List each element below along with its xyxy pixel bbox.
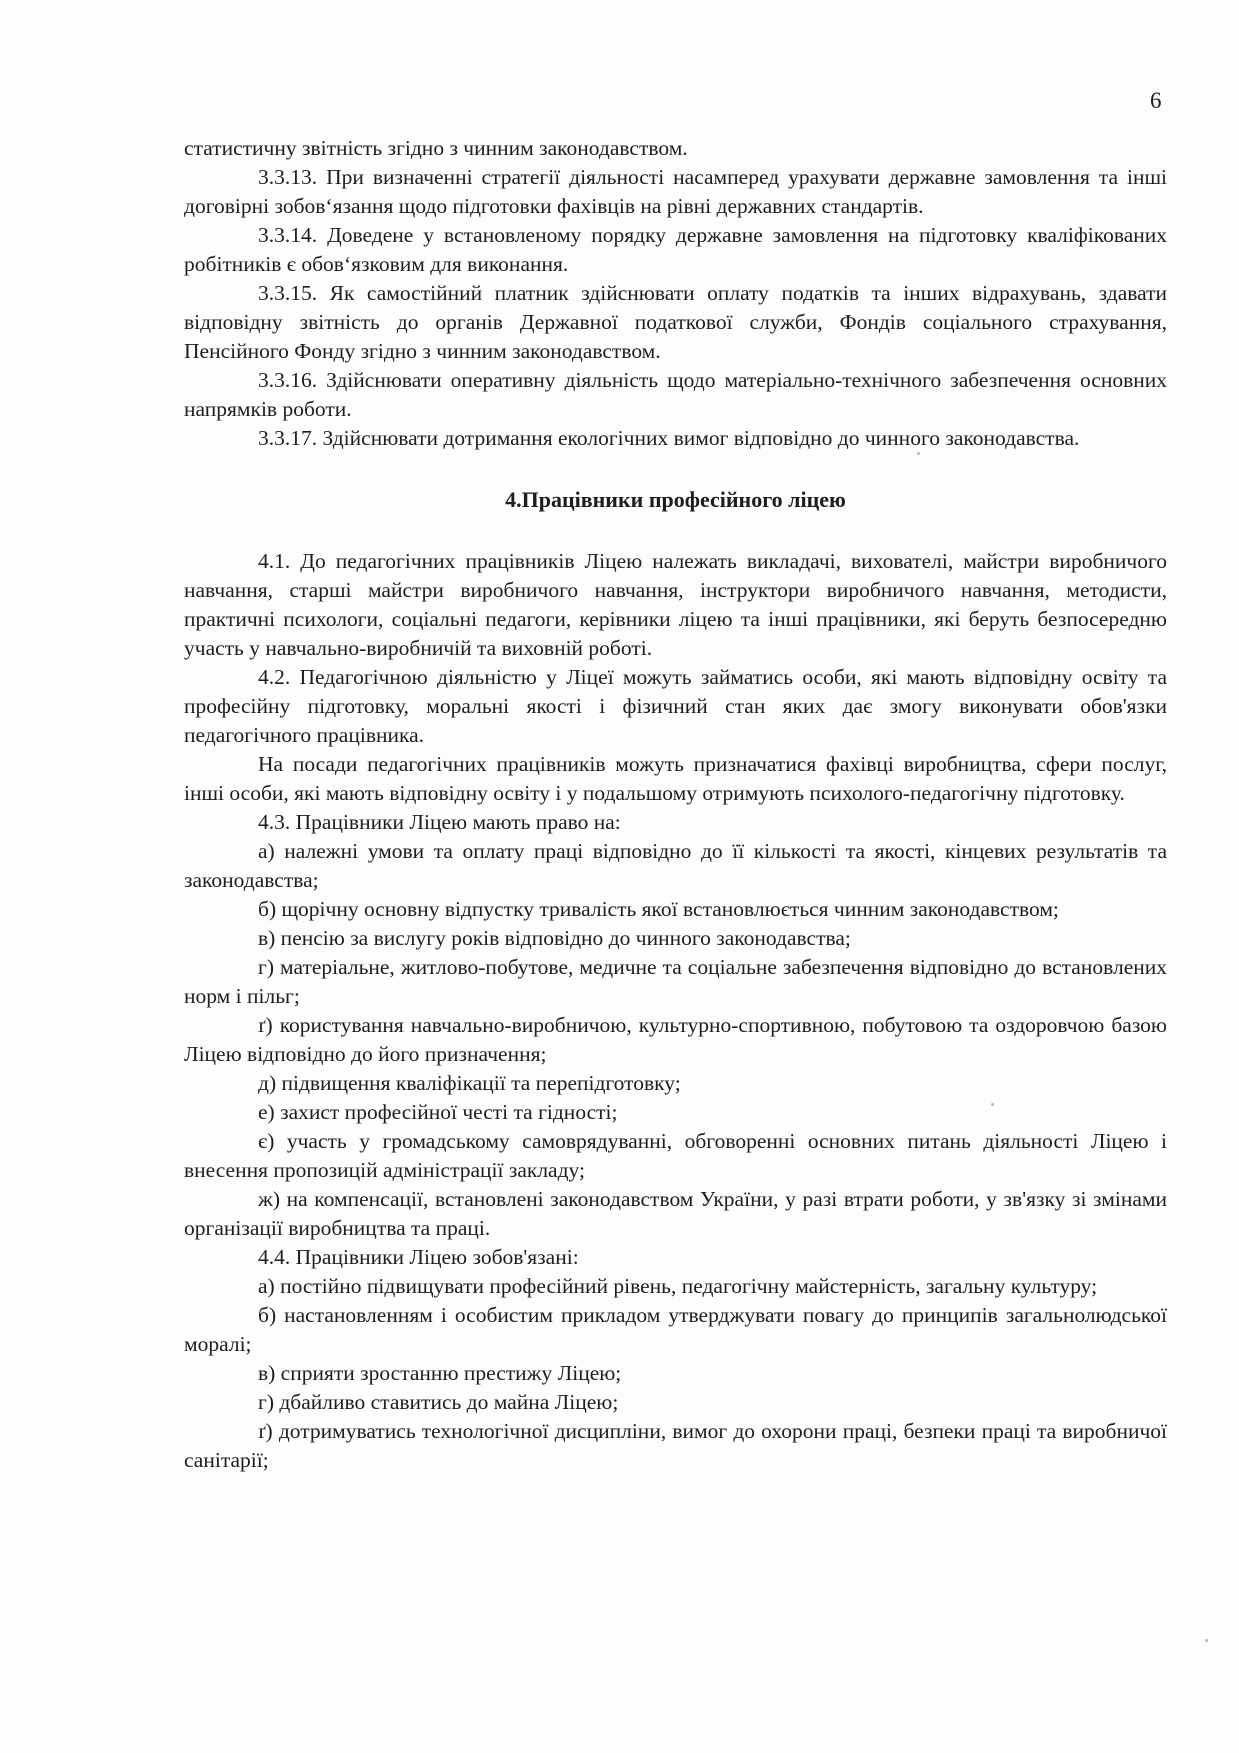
list-item: в) сприяти зростанню престижу Ліцею; [258,1361,622,1385]
page-number: 6 [1150,88,1162,113]
scan-speck [991,1103,994,1106]
list-item: ґ) користування навчально-виробничою, культурно-спортивною, побутовою та оздоровчою базою Ліцею відповідно до його призначення; [184,1013,1167,1066]
list-item: ж) на компенсації, встановлені законодавством України, у разі втрати роботи, у зв'язку зі змінами організації виробництва та праці. [184,1187,1167,1240]
paragraph: 4.2. Педагогічною діяльністю у Ліцеї можуть займатись особи, які мають відповідну освіту та професійну підготовку, моральні якості і фізичний стан яких дає змогу виконувати обов'язки педагогічного працівника. [184,665,1167,747]
paragraph: На посади педагогічних працівників можуть призначатися фахівці виробництва, сфери послуг, інші особи, які мають відповідну освіту і у подальшому отримують психолого-педагогічну підготовку. [184,752,1167,805]
list-item: е) захист професійної честі та гідності; [258,1100,618,1124]
paragraph: 4.4. Працівники Ліцею зобов'язані: [258,1245,579,1269]
paragraph: 3.3.17. Здійснювати дотримання екологічних вимог відповідно до чинного законодавства. [258,426,1080,450]
list-item: б) настановленням і особистим прикладом утверджувати повагу до принципів загальнолюдської моралі; [184,1303,1167,1356]
list-item: г) дбайливо ставитись до майна Ліцею; [258,1390,619,1414]
list-item: ґ) дотримуватись технологічної дисципліни, вимог до охорони праці, безпеки праці та виробничої санітарії; [184,1419,1167,1472]
section-3-continuation [184,134,1167,453]
paragraph: 4.3. Працівники Ліцею мають право на: [258,810,621,834]
list-item: а) належні умови та оплату праці відповідно до її кількості та якості, кінцевих результатів та законодавства; [184,839,1167,892]
list-item: в) пенсію за вислугу років відповідно до чинного законодавства; [258,926,851,950]
paragraph: 3.3.14. Доведене у встановленому порядку державне замовлення на підготовку кваліфікованих робітників є обов‘язковим для виконання. [184,223,1167,276]
list-item: б) щорічну основну відпустку тривалість якої встановлюється чинним законодавством; [258,897,1059,921]
paragraph: 3.3.15. Як самостійний платник здійснювати оплату податків та інших відрахувань, здавати відповідну звітність до органів Державної податкової служби, Фондів соціального страхування, Пенсійного Фонду згідно з чинним законодавством. [184,281,1167,363]
scan-speck [1205,1639,1208,1642]
paragraph: 4.1. До педагогічних працівників Ліцею належать викладачі, вихователі, майстри виробничого навчання, старші майстри виробничого навчання, інструктори виробничого навчання, методисти, практичні психологи, соціальні педагоги, керівники ліцею та інші працівники, які беруть безпосередню участь у навчально-виробничій та виховній роботі. [184,549,1167,660]
list-item: г) матеріальне, житлово-побутове, медичне та соціальне забезпечення відповідно до встановлених норм і пільг; [184,955,1167,1008]
section-4-body [184,547,1167,1475]
list-item: а) постійно підвищувати професійний рівень, педагогічну майстерність, загальну культуру; [258,1274,1098,1298]
paragraph: статистичну звітність згідно з чинним законодавством. [184,136,688,160]
document-body [184,134,1167,1475]
scan-speck [917,452,920,455]
list-item: є) участь у громадському самоврядуванні, обговоренні основних питань діяльності Ліцею і внесення пропозицій адміністрації закладу; [184,1129,1167,1182]
list-item: д) підвищення кваліфікації та перепідготовку; [258,1071,681,1095]
section-heading: 4.Працівники професійного ліцею [505,487,846,512]
paragraph: 3.3.13. При визначенні стратегії діяльності насамперед урахувати державне замовлення та інші договірні зобов‘язання щодо підготовки фахівців на рівні державних стандартів. [184,165,1167,218]
paragraph: 3.3.16. Здійснювати оперативну діяльність щодо матеріально-технічного забезпечення основних напрямків роботи. [184,368,1167,421]
